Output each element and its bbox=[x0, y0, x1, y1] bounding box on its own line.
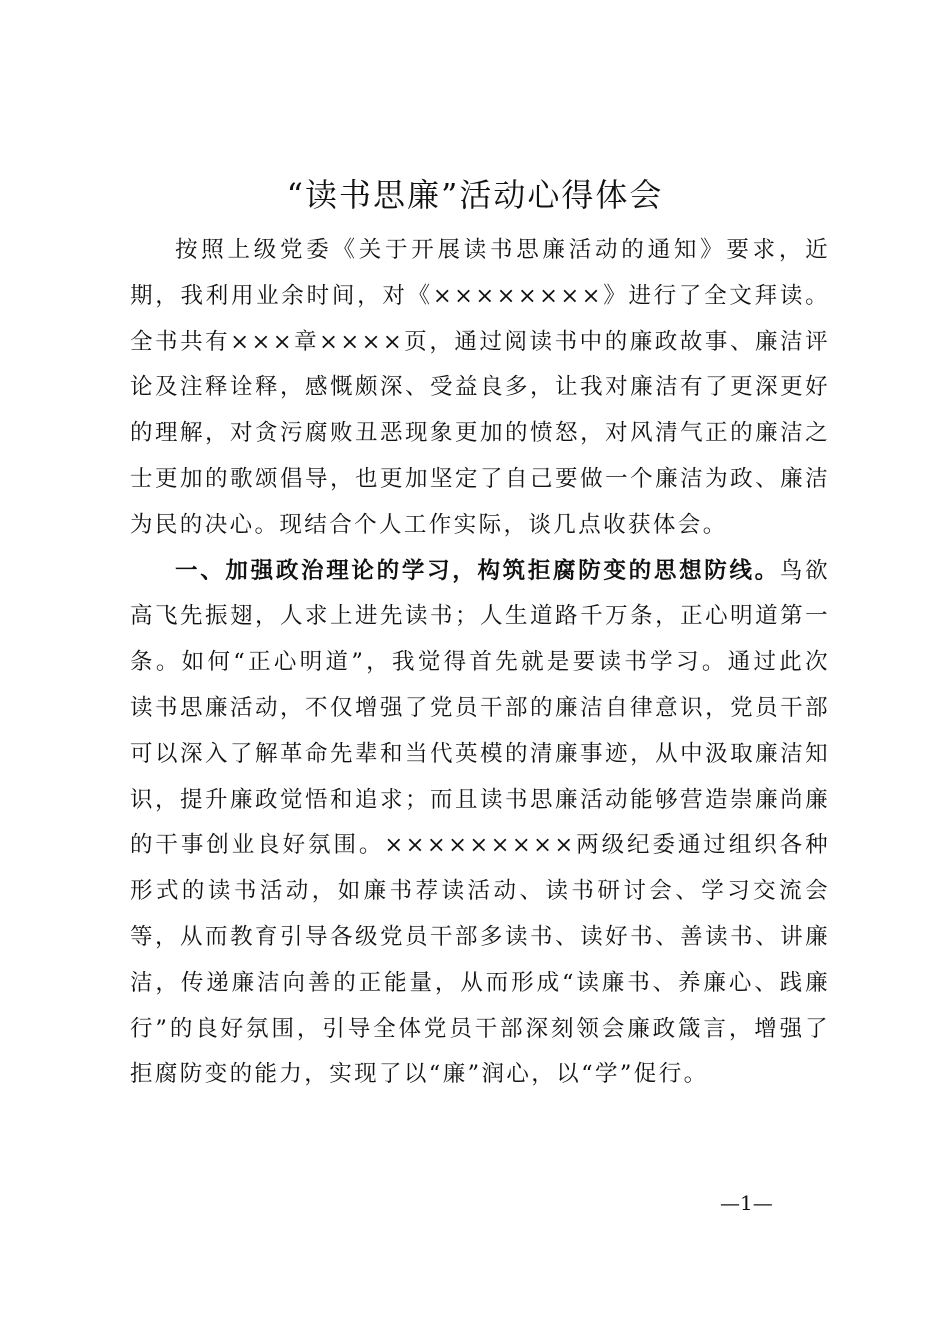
document-body bbox=[130, 228, 830, 1098]
intro-paragraph bbox=[130, 228, 830, 549]
section-one-text: 鸟欲高飞先振翅，人求上进先读书；人生道路千万条，正心明道第一条。如何“正心明道”，我觉得首先就是要读书学习。通过此次读书思廉活动，不仅增强了党员干部的廉洁自律意识，党员干部可以深入了解革命先辈和当代英模的清廉事迹，从中汲取廉洁知识，提升廉政觉悟和追求；而且读书思廉活动能够营造崇廉尚廉的干事创业良好氛围。×××××××××两级纪委通过组织各种形式的读书活动，如廉书荐读活动、读书研讨会、学习交流会等，从而教育引导各级党员干部多读书、读好书、善读书、讲廉洁，传递廉洁向善的正能量，从而形成“读廉书、养廉心、践廉行”的良好氛围，引导全体党员干部深刻领会廉政箴言，增强了拒腐防变的能力，实现了以“廉”润心，以“学”促行。 bbox=[130, 557, 830, 1088]
page-number: —1— bbox=[720, 1191, 773, 1215]
intro-paragraph-text: 按照上级党委《关于开展读书思廉活动的通知》要求，近期，我利用业余时间，对《××××××××》进行了全文拜读。全书共有×××章××××页，通过阅读书中的廉政故事、廉洁评论及注释诠释，感慨颇深、受益良多，让我对廉洁有了更深更好的理解，对贪污腐败丑恶现象更加的愤怒，对风清气正的廉洁之士更加的歌颂倡导，也更加坚定了自己要做一个廉洁为政、廉洁为民的决心。现结合个人工作实际，谈几点收获体会。 bbox=[130, 237, 830, 538]
document-title: “读书思廉”活动心得体会 bbox=[286, 176, 664, 214]
section-one-heading: 一、加强政治理论的学习，构筑拒腐防变的思想防线。 bbox=[175, 557, 780, 584]
section-one-paragraph bbox=[130, 549, 830, 1099]
